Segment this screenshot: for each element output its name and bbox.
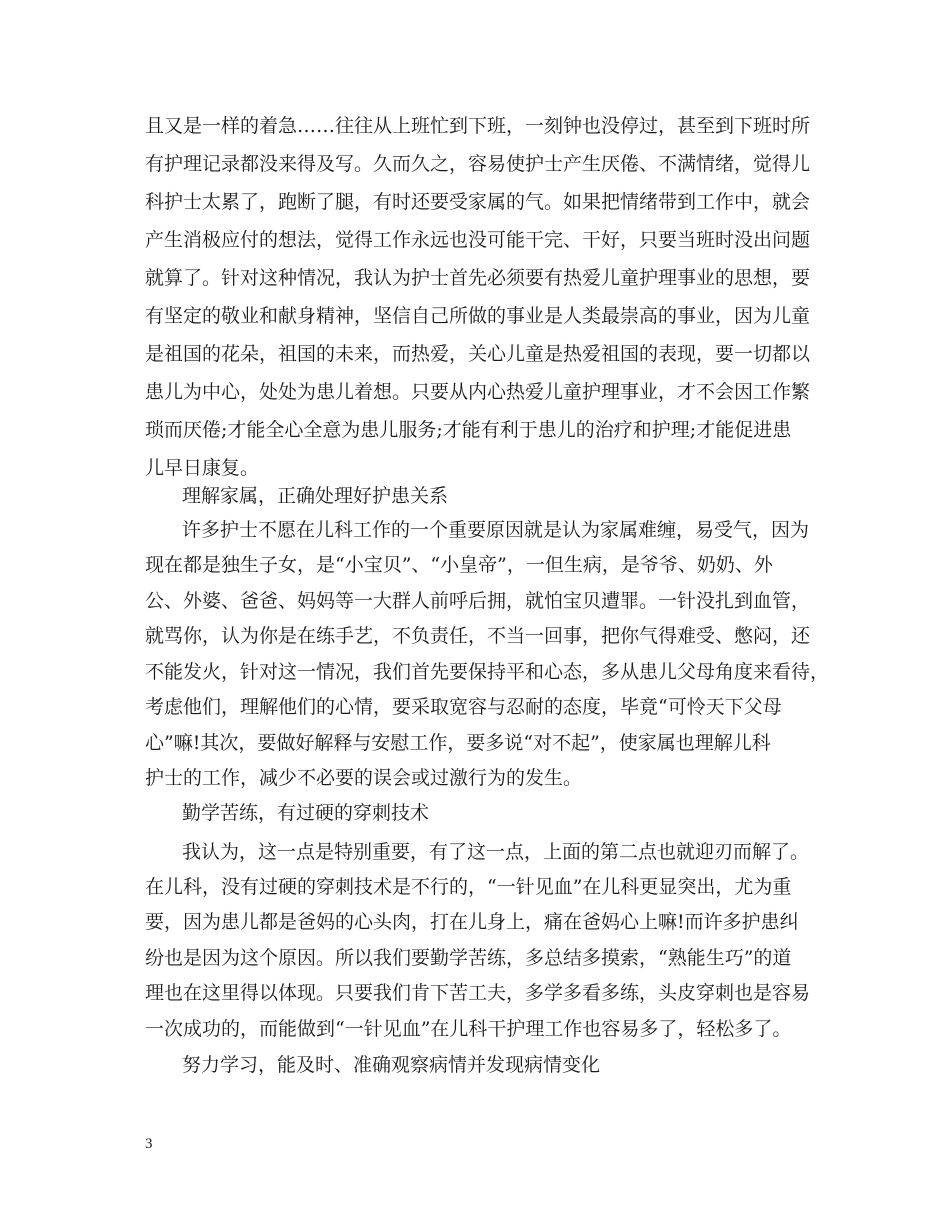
paragraph-line: 纷也是因为这个原因。所以我们要勤学苦练，多总结多摸索，“熟能生巧”的道 [145, 947, 792, 969]
paragraph-line: 要，因为患儿都是爸妈的心头肉，打在儿身上，痛在爸妈心上嘛!而许多护患纠 [145, 911, 799, 933]
paragraph-line: 就算了。针对这种情况，我认为护士首先必须要有热爱儿童护理事业的思想，要 [145, 267, 811, 289]
paragraph-line: 就骂你，认为你是在练手艺，不负责任，不当一回事，把你气得难受、憋闷，还 [145, 625, 811, 647]
paragraph-line: 患儿为中心，处处为患儿着想。只要从内心热爱儿童护理事业，才不会因工作繁 [145, 381, 811, 403]
paragraph-line: 不能发火，针对这一情况，我们首先要保持平和心态，多从患儿父母角度来看待， [145, 661, 830, 683]
paragraph-line: 现在都是独生子女，是“小宝贝”、“小皇帝”，一但生病，是爷爷、奶奶、外 [145, 554, 773, 576]
paragraph-line: 许多护士不愿在儿科工作的一个重要原因就是认为家属难缠，易受气，因为 [182, 519, 810, 541]
paragraph-line: 一次成功的，而能做到“一针见血”在儿科干护理工作也容易多了，轻松多了。 [145, 1018, 792, 1040]
section-heading: 努力学习，能及时、准确观察病情并发现病情变化 [182, 1054, 601, 1076]
paragraph-line: 有坚定的敬业和献身精神，坚信自己所做的事业是人类最崇高的事业，因为儿童 [145, 305, 811, 327]
paragraph-line: 在儿科，没有过硬的穿刺技术是不行的，“一针见血”在儿科更显突出，尤为重 [145, 876, 792, 898]
paragraph-line: 儿早日康复。 [145, 457, 260, 479]
paragraph-line: 公、外婆、爸爸、妈妈等一大群人前呼后拥，就怕宝贝遭罪。一针没扎到血管， [145, 590, 811, 612]
paragraph-line: 产生消极应付的想法，觉得工作永远也没可能干完、干好，只要当班时没出问题 [145, 229, 811, 251]
page-number: 3 [145, 1136, 153, 1152]
paragraph-line: 科护士太累了，跑断了腿，有时还要受家属的气。如果把情绪带到工作中，就会 [145, 191, 811, 213]
paragraph-line: 我认为，这一点是特别重要，有了这一点，上面的第二点也就迎刃而解了。 [182, 841, 810, 863]
section-heading: 勤学苦练，有过硬的穿刺技术 [182, 802, 430, 824]
paragraph-line: 琐而厌倦;才能全心全意为患儿服务;才能有利于患儿的治疗和护理;才能促进患 [145, 419, 792, 441]
paragraph-line: 心”嘛!其次，要做好解释与安慰工作，要多说“对不起”，使家属也理解儿科 [145, 732, 771, 754]
paragraph-line: 考虑他们，理解他们的心情，要采取宽容与忍耐的态度，毕竟“可怜天下父母 [145, 696, 782, 718]
paragraph-line: 是祖国的花朵，祖国的未来，而热爱，关心儿童是热爱祖国的表现，要一切都以 [145, 343, 811, 365]
paragraph-line: 护士的工作，减少不必要的误会或过激行为的发生。 [145, 767, 583, 789]
paragraph-line: 有护理记录都没来得及写。久而久之，容易使护士产生厌倦、不满情绪，觉得儿 [145, 153, 811, 175]
paragraph-line: 且又是一样的着急……往往从上班忙到下班，一刻钟也没停过，甚至到下班时所 [145, 115, 811, 137]
section-heading: 理解家属，正确处理好护患关系 [182, 485, 449, 507]
paragraph-line: 理也在这里得以体现。只要我们肯下苦工夫，多学多看多练，头皮穿刺也是容易 [145, 982, 811, 1004]
